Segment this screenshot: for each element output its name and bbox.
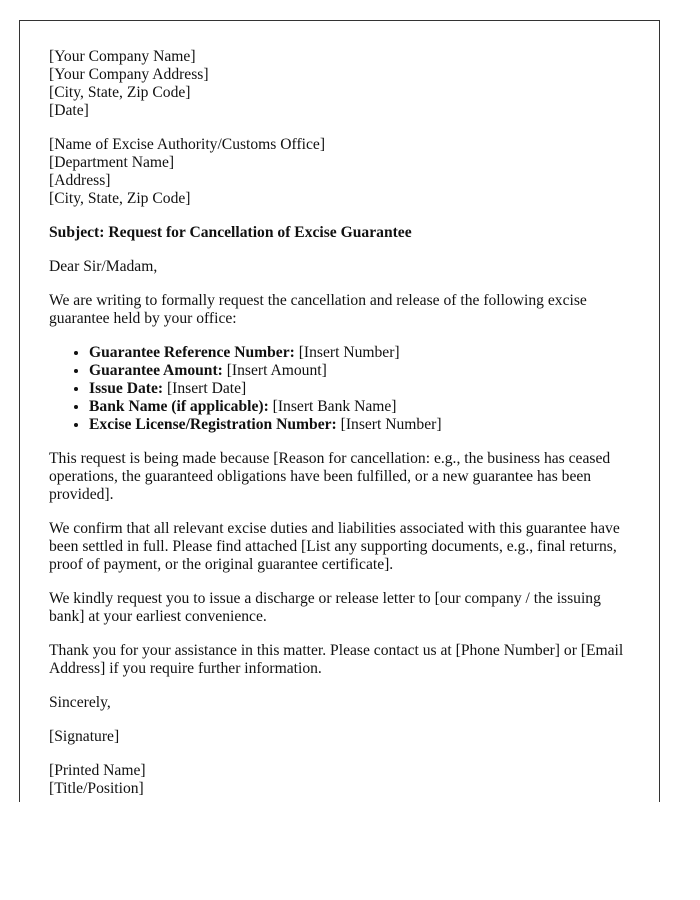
detail-value: [Insert Bank Name] [268,398,397,415]
list-item [89,398,631,416]
list-item [89,344,631,362]
detail-value: [Insert Number] [294,344,400,361]
sender-block [49,48,631,120]
intro-paragraph: We are writing to formally request the cancellation and release of the following excise guarantee held by your office: [49,292,587,327]
detail-label: Bank Name (if applicable): [89,398,269,415]
recipient-block [49,136,631,208]
signature: [Signature] [49,728,120,745]
printed-name: [Printed Name] [49,762,146,779]
detail-value: [Insert Date] [163,380,247,397]
signoff-block [49,762,631,798]
reason-paragraph: This request is being made because [Reason for cancellation: e.g., the business has ceased operations, the guaranteed obligations have been fulfilled, or a new guarantee has been provided]. [49,450,611,503]
list-item [89,362,631,380]
detail-label: Guarantee Amount: [89,362,223,379]
detail-label: Guarantee Reference Number: [89,344,295,361]
sender-address: [Your Company Address] [49,66,209,83]
recipient-name: [Name of Excise Authority/Customs Office] [49,136,326,153]
recipient-city: [City, State, Zip Code] [49,190,191,207]
salutation: Dear Sir/Madam, [49,258,158,275]
list-item [89,380,631,398]
request-paragraph: We kindly request you to issue a discharge or release letter to [our company / the issuing bank] at your earliest convenience. [49,590,601,625]
letter-date: [Date] [49,102,89,119]
sender-city: [City, State, Zip Code] [49,84,191,101]
title-position: [Title/Position] [49,780,144,797]
sender-company-name: [Your Company Name] [49,48,196,65]
thanks-paragraph: Thank you for your assistance in this matter. Please contact us at [Phone Number] or [Email Address] if you require further information. [49,642,624,677]
confirmation-paragraph: We confirm that all relevant excise duties and liabilities associated with this guarantee have been settled in full. Please find attached [List any supporting documents, e.g., final returns, proof of payment, or the original guarantee certificate]. [49,520,620,573]
recipient-department: [Department Name] [49,154,175,171]
detail-label: Issue Date: [89,380,164,397]
detail-label: Excise License/Registration Number: [89,416,337,433]
guarantee-details-list [49,344,631,434]
detail-value: [Insert Number] [336,416,442,433]
subject-line: Subject: Request for Cancellation of Excise Guarantee [49,224,412,241]
recipient-address: [Address] [49,172,111,189]
list-item [89,416,631,434]
letter-page [19,20,660,802]
closing: Sincerely, [49,694,111,711]
detail-value: [Insert Amount] [222,362,327,379]
